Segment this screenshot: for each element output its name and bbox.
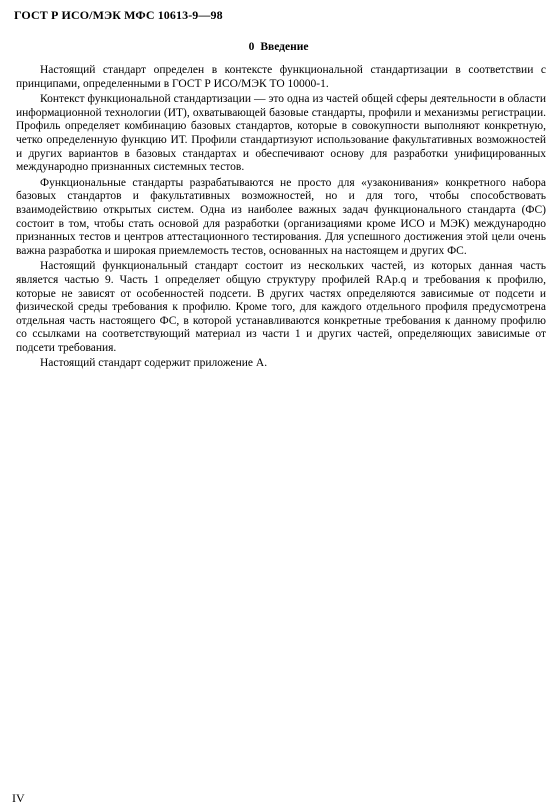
section-heading [0,41,557,53]
paragraph-2: Контекст функциональной стандартизации — это одна из частей общей сферы деятельности в области информационной технологии (ИТ), охватывающей базовые стандарты, профили и механизмы регистрации. Профиль определяет комбинацию базовых стандартов, которые в совокупности выполняют конкретную, четко определенную функцию ИТ. Профили стандартизуют использование факультативных возможностей и других вариантов в базовых стандартах и обеспечивают основу для разработки унифицированных международно признанных системных тестов. [16,93,546,174]
paragraph-1: Настоящий стандарт определен в контексте функциональной стандартизации в соответствии с принципами, определенными в ГОСТ Р ИСО/МЭК ТО 10000-1. [16,64,546,90]
paragraph-4: Настоящий функциональный стандарт состоит из нескольких частей, из которых данная часть является частью 9. Часть 1 определяет общую структуру профилей RAp.q и требования к профилю, которые не зависят от особенностей подсети. В других частях определяются зависимые от подсети и физической среды требования к профилю. Кроме того, для каждого отдельного профиля предусмотрена отдельная часть настоящего ФС, в которой устанавливаются конкретные требования к данному профилю со ссылками на соответствующий материал из части 1 и других частей, определяющих зависимые от подсети требования. [16,260,546,354]
section-title: Введение [260,41,309,53]
page-number: IV [12,791,25,805]
section-number: 0 [248,41,255,53]
paragraph-5: Настоящий стандарт содержит приложение А. [40,357,268,370]
paragraph-3: Функциональные стандарты разрабатываются не просто для «узаконивания» конкретного набора базовых стандартов и факультативных возможностей, но и для того, чтобы способствовать взаимодействию открытых систем. Одна из наиболее важных задач функционального стандарта (ФС) состоит в том, чтобы стать основой для разработки (организациями кроме ИСО и МЭК) международно признанных тестов и центров аттестационного тестирования. Для успешного достижения этой цели очень важна разработка и широкая приемлемость тестов, основанных на настоящем и других ФС. [16,176,546,257]
body-text [16,64,546,373]
document-header: ГОСТ Р ИСО/МЭК МФС 10613-9—98 [14,8,223,22]
